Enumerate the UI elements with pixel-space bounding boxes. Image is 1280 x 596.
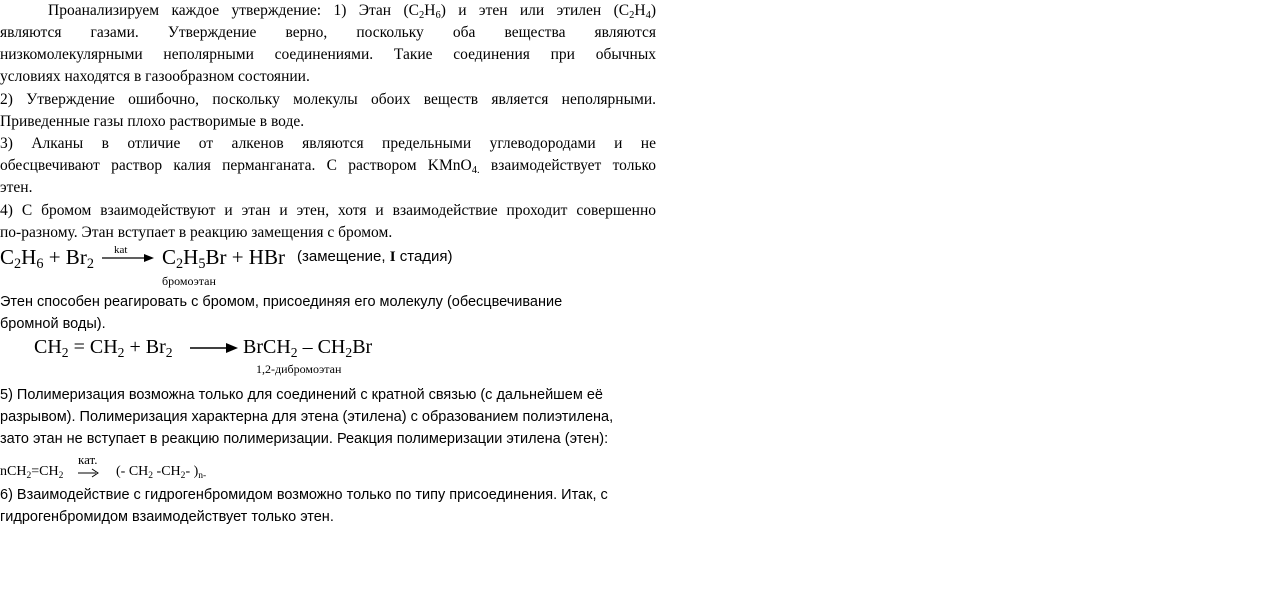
para1-line1: Проанализируем каждое утверждение: 1) Этан $(C_2H_6)$ и этен или этилен $(C_2H_4)$: [48, 2, 656, 22]
product-name: 1,2-дибромоэтан: [256, 362, 342, 376]
para2-line1: 2) Утверждение ошибочно, поскольку молекулы обоих веществ является неполярными.: [0, 91, 656, 108]
para5-line1: Этен способен реагировать с бромом, присоединяя его молекулу (обесцвечивание: [0, 294, 563, 310]
para6-line1: 5) Полимеризация возможна только для соединений с кратной связью (с дальнейшем её: [0, 387, 603, 403]
products: $C_2H_5Br$ + HBr: [162, 245, 285, 273]
equation-polymerization: [0, 450, 260, 486]
para6-line2: разрывом). Полимеризация характерна для этена (этилена) с образованием полиэтилена,: [0, 409, 614, 425]
para3-line2: обесцвечивают раствор калия перманганата. С раствором KMnO$_{4.}$ взаимодействует только: [0, 157, 657, 177]
reaction-arrow: [102, 252, 154, 264]
para1-line3: низкомолекулярными неполярными соединениями. Такие соединения при обычных: [0, 46, 656, 63]
equation-bromination-ethane: [0, 242, 500, 294]
para7-line2: гидрогенбромидом взаимодействует только этен.: [0, 509, 334, 525]
reaction-note: (замещение, I стадия): [297, 248, 453, 265]
para4-line1: 4) С бромом взаимодействуют и этан и этен, хотя и взаимодействие проходит совершенно: [0, 202, 656, 219]
equation-bromination-ethene: [0, 334, 420, 382]
para2-line2: Приведенные газы плохо растворимые в воде.: [0, 113, 305, 130]
reactants: $CH_2 = CH_2 + Br_2$: [34, 336, 173, 361]
para5-line2: бромной воды).: [0, 316, 106, 332]
catalyst-label: кат.: [78, 452, 98, 467]
para6-line3: зато этан не вступает в реакцию полимеризации. Реакция полимеризации этилена (этен):: [0, 431, 609, 447]
para1-line2: являются газами. Утверждение верно, поскольку оба вещества являются: [0, 24, 656, 41]
para3-line1: 3) Алканы в отличие от алкенов являются предельными углеводородами и не: [0, 135, 656, 152]
reaction-arrow: [78, 468, 100, 478]
reactants: $C_2H_6 + Br_2$: [0, 245, 94, 273]
polymer: (- $CH_2$ $-CH_2-$ )$_{n-}$: [116, 464, 207, 481]
product: BrCH$_2$ – $CH_2Br$: [243, 336, 373, 361]
catalyst-label: kat: [114, 244, 128, 256]
reaction-arrow: [190, 342, 238, 354]
para4-line2: по-разному. Этан вступает в реакцию замещения с бромом.: [0, 224, 393, 241]
para1-line4: условиях находятся в газообразном состоянии.: [0, 68, 310, 85]
para3-line3: этен.: [0, 179, 33, 196]
monomer: $nCH_2=CH_2$: [0, 464, 64, 481]
product-name: бромоэтан: [162, 274, 216, 288]
para7-line1: 6) Взаимодействие с гидрогенбромидом возможно только по типу присоединения. Итак, с: [0, 487, 608, 503]
